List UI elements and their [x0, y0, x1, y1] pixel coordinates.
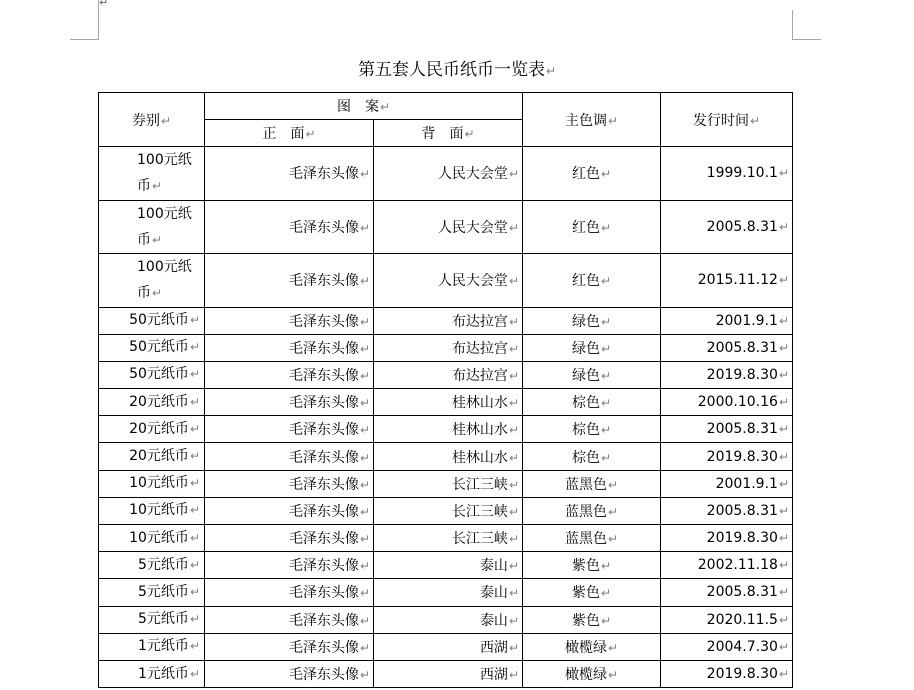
paragraph-mark-icon: ↵ — [600, 368, 612, 383]
cell-back[interactable]: 人民大会堂↵ — [374, 200, 523, 254]
paragraph-mark-icon: ↵ — [359, 396, 370, 411]
cell-main-color[interactable]: 蓝黑色↵ — [523, 497, 661, 524]
paragraph-mark-icon: ↵ — [464, 127, 475, 141]
paragraph-mark-icon: ↵ — [607, 504, 619, 519]
paragraph-mark-icon: ↵ — [600, 167, 612, 182]
cell-back[interactable]: 桂林山水↵ — [374, 416, 523, 443]
paragraph-mark-icon: ↵ — [600, 274, 612, 289]
cell-back[interactable]: 桂林山水↵ — [374, 443, 523, 470]
paragraph-mark-icon: ↵ — [778, 476, 789, 491]
paragraph-mark-icon: ↵ — [359, 423, 370, 438]
paragraph-mark-icon: ↵ — [359, 559, 370, 574]
paragraph-mark-icon: ↵ — [359, 640, 370, 655]
cell-denomination[interactable]: 50元纸币↵ — [99, 361, 205, 388]
paragraph-mark-icon: ↵ — [600, 423, 612, 438]
cell-issue-date[interactable]: 2001.9.1↵ — [661, 470, 793, 497]
table-row — [99, 307, 793, 334]
cell-denomination[interactable]: 5元纸币↵ — [99, 552, 205, 579]
cell-denomination[interactable]: 100元纸币↵ — [99, 147, 205, 201]
cell-main-color[interactable]: 紫色↵ — [523, 579, 661, 606]
cell-denomination[interactable]: 100元纸币↵ — [99, 200, 205, 254]
paragraph-mark-icon: ↵ — [600, 613, 612, 628]
paragraph-mark-icon: ↵ — [189, 503, 200, 518]
cell-issue-date[interactable]: 2019.8.30↵ — [661, 443, 793, 470]
cell-denomination[interactable]: 1元纸币↵ — [99, 660, 205, 687]
table-row — [99, 200, 793, 254]
paragraph-mark-icon: ↵ — [305, 127, 316, 141]
paragraph-mark-icon: ↵ — [359, 668, 370, 683]
cell-denomination[interactable]: 10元纸币↵ — [99, 525, 205, 552]
cell-issue-date[interactable]: 2002.11.18↵ — [661, 552, 793, 579]
table-row — [99, 497, 793, 524]
paragraph-mark-icon: ↵ — [160, 113, 172, 128]
table-row — [99, 416, 793, 443]
table-row — [99, 443, 793, 470]
cell-issue-date[interactable]: 2001.9.1↵ — [661, 307, 793, 334]
cell-main-color[interactable]: 蓝黑色↵ — [523, 525, 661, 552]
paragraph-mark-icon: ↵ — [778, 340, 789, 355]
header-issue-date[interactable]: 发行时间↵ — [661, 93, 793, 147]
cell-issue-date[interactable]: 2004.7.30↵ — [661, 633, 793, 660]
cell-front[interactable]: 毛泽东头像↵ — [205, 254, 374, 308]
paragraph-mark-icon: ↵ — [359, 477, 370, 492]
paragraph-mark-icon: ↵ — [600, 341, 612, 356]
paragraph-mark-icon: ↵ — [189, 584, 200, 599]
paragraph-mark-icon: ↵ — [508, 314, 519, 329]
cell-front[interactable]: 毛泽东头像↵ — [205, 606, 374, 633]
cell-main-color[interactable]: 红色↵ — [523, 200, 661, 254]
cell-front[interactable]: 毛泽东头像↵ — [205, 525, 374, 552]
cell-denomination[interactable]: 5元纸币↵ — [99, 606, 205, 633]
paragraph-mark-icon: ↵ — [600, 220, 612, 235]
paragraph-mark-icon: ↵ — [508, 586, 519, 601]
cell-issue-date[interactable]: 2005.8.31↵ — [661, 200, 793, 254]
table-row — [99, 525, 793, 552]
cell-back[interactable]: 泰山↵ — [374, 552, 523, 579]
paragraph-mark-icon: ↵ — [508, 532, 519, 547]
cell-front[interactable]: 毛泽东头像↵ — [205, 497, 374, 524]
cell-front[interactable]: 毛泽东头像↵ — [205, 660, 374, 687]
paragraph-mark-icon: ↵ — [508, 504, 519, 519]
cell-issue-date[interactable]: 2019.8.30↵ — [661, 361, 793, 388]
cell-back[interactable]: 布达拉宫↵ — [374, 334, 523, 361]
table-row — [99, 579, 793, 606]
paragraph-mark-icon: ↵ — [189, 367, 200, 382]
cell-denomination[interactable]: 20元纸币↵ — [99, 443, 205, 470]
cell-issue-date[interactable]: 2019.8.30↵ — [661, 660, 793, 687]
cell-front[interactable]: 毛泽东头像↵ — [205, 307, 374, 334]
paragraph-mark-icon: ↵ — [508, 341, 519, 356]
paragraph-mark-icon: ↵ — [99, 0, 109, 9]
cell-issue-date[interactable]: 2020.11.5↵ — [661, 606, 793, 633]
currency-table — [98, 92, 793, 688]
paragraph-mark-icon: ↵ — [778, 667, 789, 682]
cell-main-color[interactable]: 棕色↵ — [523, 416, 661, 443]
paragraph-mark-icon: ↵ — [508, 450, 519, 465]
paragraph-mark-icon: ↵ — [359, 220, 370, 235]
table-row — [99, 334, 793, 361]
paragraph-mark-icon: ↵ — [359, 613, 370, 628]
cell-main-color[interactable]: 绿色↵ — [523, 307, 661, 334]
paragraph-mark-icon: ↵ — [778, 395, 789, 410]
cell-issue-date[interactable]: 2005.8.31↵ — [661, 334, 793, 361]
paragraph-mark-icon: ↵ — [508, 559, 519, 574]
paragraph-mark-icon: ↵ — [600, 314, 612, 329]
paragraph-mark-icon: ↵ — [359, 504, 370, 519]
paragraph-mark-icon: ↵ — [359, 274, 370, 289]
cell-issue-date[interactable]: 2005.8.31↵ — [661, 579, 793, 606]
paragraph-mark-icon: ↵ — [600, 450, 612, 465]
cell-main-color[interactable]: 蓝黑色↵ — [523, 470, 661, 497]
cell-denomination[interactable]: 10元纸币↵ — [99, 470, 205, 497]
cell-main-color[interactable]: 紫色↵ — [523, 606, 661, 633]
paragraph-mark-icon: ↵ — [189, 476, 200, 491]
cell-issue-date[interactable]: 2000.10.16↵ — [661, 389, 793, 416]
paragraph-mark-icon: ↵ — [359, 314, 370, 329]
paragraph-mark-icon: ↵ — [508, 613, 519, 628]
cell-front[interactable]: 毛泽东头像↵ — [205, 443, 374, 470]
paragraph-mark-icon: ↵ — [189, 394, 200, 409]
cell-back[interactable]: 长江三峡↵ — [374, 525, 523, 552]
paragraph-mark-icon: ↵ — [778, 558, 789, 573]
table-row — [99, 470, 793, 497]
cell-main-color[interactable]: 红色↵ — [523, 254, 661, 308]
paragraph-mark-icon: ↵ — [778, 166, 789, 181]
cell-denomination[interactable]: 1元纸币↵ — [99, 633, 205, 660]
paragraph-mark-icon: ↵ — [607, 113, 619, 128]
paragraph-mark-icon: ↵ — [189, 421, 200, 436]
cell-back[interactable]: 长江三峡↵ — [374, 470, 523, 497]
paragraph-mark-icon: ↵ — [189, 449, 200, 464]
paragraph-mark-icon: ↵ — [152, 232, 163, 247]
cell-back[interactable]: 泰山↵ — [374, 606, 523, 633]
paragraph-mark-icon: ↵ — [749, 113, 761, 128]
page-margin-corner-right — [792, 10, 821, 40]
cell-back[interactable]: 人民大会堂↵ — [374, 254, 523, 308]
cell-denomination[interactable]: 50元纸币↵ — [99, 307, 205, 334]
paragraph-mark-icon: ↵ — [508, 668, 519, 683]
paragraph-mark-icon: ↵ — [778, 585, 789, 600]
paragraph-mark-icon: ↵ — [607, 477, 619, 492]
document-title[interactable]: 第五套人民币纸币一览表↵ — [357, 60, 557, 80]
paragraph-mark-icon: ↵ — [189, 666, 200, 681]
header-main-color[interactable]: 主色调↵ — [523, 93, 661, 147]
cell-issue-date[interactable]: 2019.8.30↵ — [661, 525, 793, 552]
cell-front[interactable]: 毛泽东头像↵ — [205, 470, 374, 497]
cell-denomination[interactable]: 10元纸币↵ — [99, 497, 205, 524]
table-row — [99, 147, 793, 201]
paragraph-mark-icon: ↵ — [508, 368, 519, 383]
paragraph-mark-icon: ↵ — [189, 340, 200, 355]
paragraph-mark-icon: ↵ — [508, 274, 519, 289]
table-row — [99, 389, 793, 416]
paragraph-mark-icon: ↵ — [778, 422, 789, 437]
paragraph-mark-icon: ↵ — [379, 100, 391, 114]
paragraph-mark-icon: ↵ — [189, 612, 200, 627]
cell-back[interactable]: 长江三峡↵ — [374, 497, 523, 524]
paragraph-mark-icon: ↵ — [778, 219, 789, 234]
paragraph-mark-icon: ↵ — [189, 557, 200, 572]
paragraph-mark-icon: ↵ — [778, 449, 789, 464]
cell-back[interactable]: 人民大会堂↵ — [374, 147, 523, 201]
header-front[interactable]: 正 面↵ — [205, 120, 374, 147]
cell-front[interactable]: 毛泽东头像↵ — [205, 334, 374, 361]
paragraph-mark-icon: ↵ — [508, 640, 519, 655]
header-back[interactable]: 背 面↵ — [374, 120, 523, 147]
cell-front[interactable]: 毛泽东头像↵ — [205, 361, 374, 388]
cell-front[interactable]: 毛泽东头像↵ — [205, 416, 374, 443]
cell-front[interactable]: 毛泽东头像↵ — [205, 389, 374, 416]
paragraph-mark-icon: ↵ — [508, 167, 519, 182]
cell-back[interactable]: 布达拉宫↵ — [374, 307, 523, 334]
page-margin-corner-left — [70, 0, 99, 40]
paragraph-mark-icon: ↵ — [359, 167, 370, 182]
paragraph-mark-icon: ↵ — [152, 286, 163, 301]
cell-main-color[interactable]: 绿色↵ — [523, 334, 661, 361]
cell-back[interactable]: 泰山↵ — [374, 579, 523, 606]
table-row — [99, 606, 793, 633]
paragraph-mark-icon: ↵ — [189, 530, 200, 545]
cell-main-color[interactable]: 绿色↵ — [523, 361, 661, 388]
cell-main-color[interactable]: 红色↵ — [523, 147, 661, 201]
paragraph-mark-icon: ↵ — [152, 179, 163, 194]
cell-front[interactable]: 毛泽东头像↵ — [205, 579, 374, 606]
cell-main-color[interactable]: 橄榄绿↵ — [523, 660, 661, 687]
paragraph-mark-icon: ↵ — [607, 640, 619, 655]
paragraph-mark-icon: ↵ — [508, 220, 519, 235]
cell-front[interactable]: 毛泽东头像↵ — [205, 552, 374, 579]
paragraph-mark-icon: ↵ — [545, 64, 557, 78]
table-row — [99, 660, 793, 687]
cell-denomination[interactable]: 20元纸币↵ — [99, 389, 205, 416]
table-row — [99, 552, 793, 579]
paragraph-mark-icon: ↵ — [600, 396, 612, 411]
paragraph-mark-icon: ↵ — [359, 586, 370, 601]
paragraph-mark-icon: ↵ — [359, 368, 370, 383]
cell-denomination[interactable]: 5元纸币↵ — [99, 579, 205, 606]
cell-main-color[interactable]: 橄榄绿↵ — [523, 633, 661, 660]
paragraph-mark-icon: ↵ — [508, 477, 519, 492]
paragraph-mark-icon: ↵ — [359, 450, 370, 465]
paragraph-mark-icon: ↵ — [778, 612, 789, 627]
paragraph-mark-icon: ↵ — [600, 559, 612, 574]
paragraph-mark-icon: ↵ — [600, 586, 612, 601]
cell-back[interactable]: 布达拉宫↵ — [374, 361, 523, 388]
cell-back[interactable]: 西湖↵ — [374, 660, 523, 687]
paragraph-mark-icon: ↵ — [778, 367, 789, 382]
cell-issue-date[interactable]: 2005.8.31↵ — [661, 416, 793, 443]
paragraph-mark-icon: ↵ — [607, 668, 619, 683]
cell-denomination[interactable]: 50元纸币↵ — [99, 334, 205, 361]
cell-denomination[interactable]: 20元纸币↵ — [99, 416, 205, 443]
cell-issue-date[interactable]: 2005.8.31↵ — [661, 497, 793, 524]
cell-back[interactable]: 西湖↵ — [374, 633, 523, 660]
table-row — [99, 254, 793, 308]
paragraph-mark-icon: ↵ — [359, 532, 370, 547]
paragraph-mark-icon: ↵ — [607, 532, 619, 547]
paragraph-mark-icon: ↵ — [778, 503, 789, 518]
paragraph-mark-icon: ↵ — [359, 341, 370, 356]
paragraph-mark-icon: ↵ — [778, 273, 789, 288]
cell-issue-date[interactable]: 1999.10.1↵ — [661, 147, 793, 201]
cell-front[interactable]: 毛泽东头像↵ — [205, 200, 374, 254]
paragraph-mark-icon: ↵ — [508, 423, 519, 438]
header-denomination[interactable]: 券别↵ — [99, 93, 205, 147]
paragraph-mark-icon: ↵ — [778, 313, 789, 328]
paragraph-mark-icon: ↵ — [189, 313, 200, 328]
paragraph-mark-icon: ↵ — [778, 639, 789, 654]
cell-main-color[interactable]: 棕色↵ — [523, 389, 661, 416]
cell-issue-date[interactable]: 2015.11.12↵ — [661, 254, 793, 308]
cell-main-color[interactable]: 棕色↵ — [523, 443, 661, 470]
header-pattern[interactable]: 图 案↵ — [205, 93, 523, 120]
cell-main-color[interactable]: 紫色↵ — [523, 552, 661, 579]
table-row — [99, 361, 793, 388]
cell-denomination[interactable]: 100元纸币↵ — [99, 254, 205, 308]
paragraph-mark-icon: ↵ — [778, 531, 789, 546]
cell-front[interactable]: 毛泽东头像↵ — [205, 147, 374, 201]
paragraph-mark-icon: ↵ — [508, 396, 519, 411]
paragraph-mark-icon: ↵ — [189, 639, 200, 654]
table-row — [99, 633, 793, 660]
cell-back[interactable]: 桂林山水↵ — [374, 389, 523, 416]
cell-front[interactable]: 毛泽东头像↵ — [205, 633, 374, 660]
